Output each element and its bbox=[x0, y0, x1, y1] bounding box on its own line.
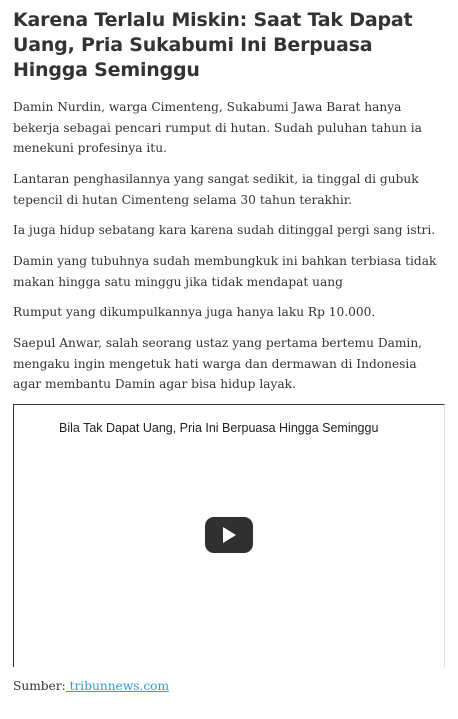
video-title[interactable]: Bila Tak Dapat Uang, Pria Ini Berpuasa Hingga Seminggu bbox=[59, 421, 379, 435]
article-paragraph: Rumput yang dikumpulkannya juga hanya laku Rp 10.000. bbox=[13, 305, 376, 319]
article-paragraph: Damin yang tubuhnya sudah membungkuk ini bahkan terbiasa tidak makan hingga satu minggu jika tidak mendapat uang bbox=[13, 254, 437, 289]
article-paragraph: Damin Nurdin, warga Cimenteng, Sukabumi Jawa Barat hanya bekerja sebagai pencari rumput di hutan. Sudah puluhan tahun ia menekuni profesinya itu. bbox=[13, 100, 422, 155]
video-embed[interactable] bbox=[13, 404, 445, 667]
play-icon bbox=[223, 527, 236, 543]
source-link[interactable]: tribunnews.com bbox=[65, 679, 170, 693]
play-button[interactable] bbox=[205, 517, 253, 553]
article-paragraph: Lantaran penghasilannya yang sangat sedikit, ia tinggal di gubuk tepencil di hutan Cimenteng selama 30 tahun terakhir. bbox=[13, 172, 419, 207]
article-paragraph: Saepul Anwar, salah seorang ustaz yang pertama bertemu Damin, mengaku ingin mengetuk hati warga dan dermawan di Indonesia agar membantu Damin agar bisa hidup layak. bbox=[13, 336, 423, 391]
article-paragraph: Ia juga hidup sebatang kara karena sudah ditinggal pergi sang istri. bbox=[13, 223, 436, 237]
source-line bbox=[13, 676, 169, 696]
article bbox=[13, 0, 445, 693]
article-headline: Karena Terlalu Miskin: Saat Tak Dapat Uang, Pria Sukabumi Ini Berpuasa Hingga Seminggu bbox=[13, 9, 413, 81]
source-label: Sumber: bbox=[13, 679, 66, 693]
